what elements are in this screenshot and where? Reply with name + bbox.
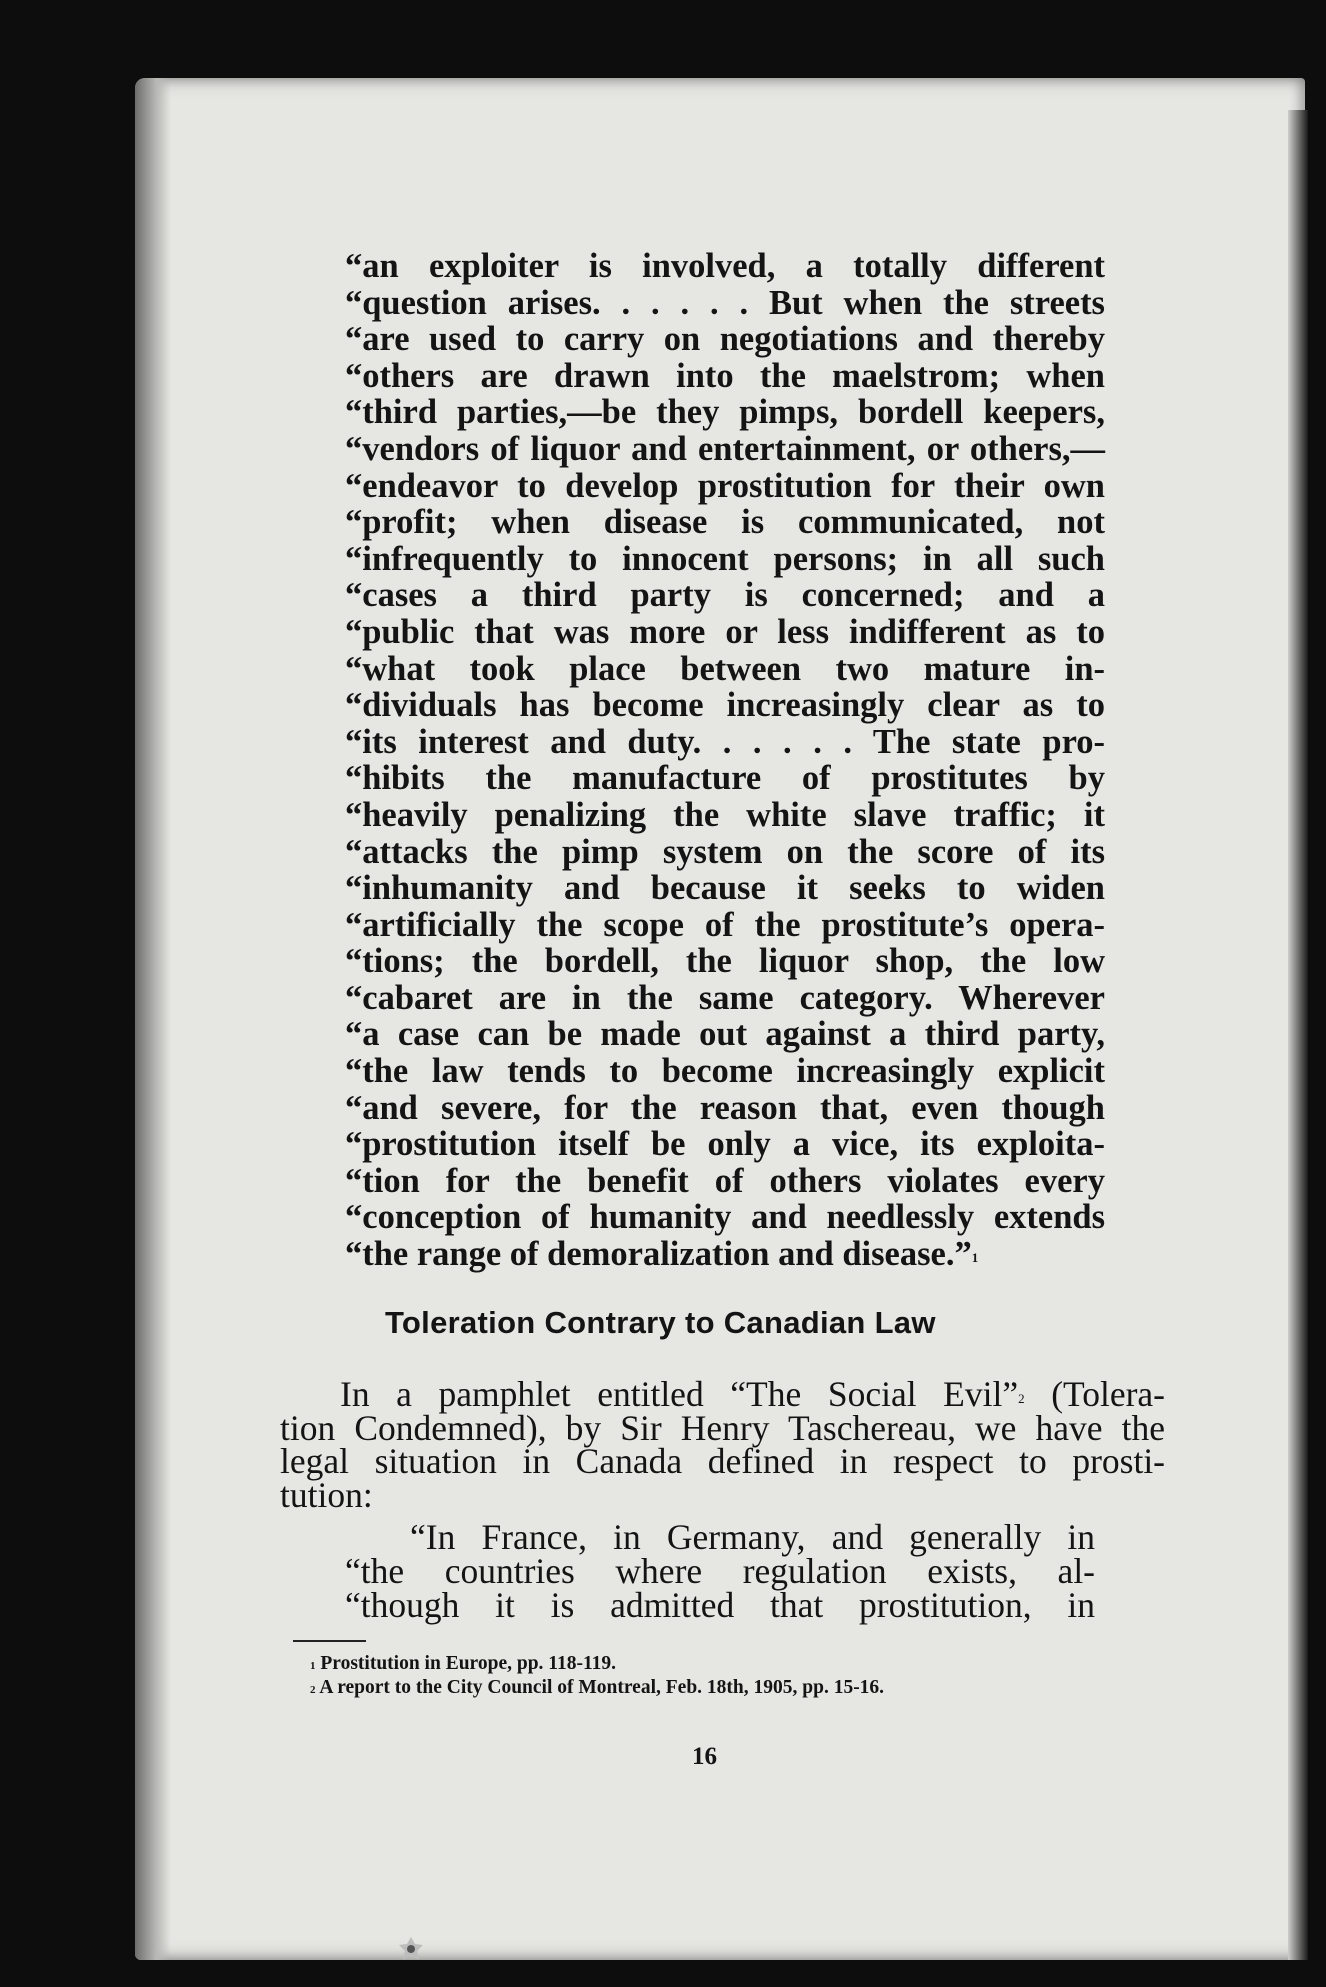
footnote-ref: 1 [971, 1250, 979, 1266]
quote-line: “third parties,—be they pimps, bordell keepers, [345, 393, 1105, 432]
paragraph-line: tution: [280, 1474, 373, 1515]
quote-line: “the countries where regulation exists, al- [345, 1551, 1095, 1591]
second-quote [345, 1517, 1095, 1625]
quote-line: “heavily penalizing the white slave traffic; it [345, 795, 1105, 834]
quote-line: “conception of humanity and needlessly extends [345, 1198, 1105, 1237]
footnote-ref: 2 [1018, 1391, 1025, 1406]
quote-line: “dividuals has become increasingly clear as to [345, 686, 1105, 725]
quote-line: “tions; the bordell, the liquor shop, the low [345, 942, 1105, 981]
block-quote [345, 248, 1105, 1273]
footnote: $^1$ Prostitution in Europe, pp. 118-119. [310, 1653, 617, 1674]
quote-line: “hibits the manufacture of prostitutes by [345, 759, 1105, 798]
body-paragraph [280, 1374, 1165, 1515]
quote-line: “inhumanity and because it seeks to widen [345, 869, 1105, 908]
quote-line: “are used to carry on negotiations and thereby [345, 320, 1105, 359]
quote-line: “question arises. . . . . . But when the streets [345, 283, 1105, 322]
quote-line: “the law tends to become increasingly explicit [345, 1052, 1105, 1091]
quote-line: “cabaret are in the same category. Wherever [345, 978, 1105, 1017]
footnote-divider [293, 1640, 366, 1642]
quote-line: “artificially the scope of the prostitute’s opera- [345, 905, 1105, 944]
quote-line: “others are drawn into the maelstrom; when [345, 356, 1105, 395]
quote-line: “what took place between two mature in- [345, 649, 1105, 688]
quote-line: “the range of demoralization and disease.”$^1$ [345, 1235, 979, 1274]
quote-line: “though it is admitted that prostitution, in [345, 1585, 1095, 1625]
quote-line: “cases a third party is concerned; and a [345, 576, 1105, 615]
footnote: $^2$ A report to the City Council of Montreal, Feb. 18th, 1905, pp. 15-16. [310, 1677, 885, 1698]
quote-line: “vendors of liquor and entertainment, or others,— [345, 429, 1105, 468]
quote-line: “tion for the benefit of others violates every [345, 1161, 1105, 1200]
quote-line: “prostitution itself be only a vice, its exploita- [345, 1125, 1105, 1164]
paragraph-line: In a pamphlet entitled “The Social Evil”$^2$ (Tolera- [340, 1374, 1165, 1414]
quote-line: “an exploiter is involved, a totally different [345, 247, 1105, 285]
paragraph-line: legal situation in Canada defined in respect to prosti- [280, 1441, 1165, 1481]
section-heading: Toleration Contrary to Canadian Law [385, 1305, 936, 1340]
page-edge-shadow [1288, 110, 1308, 1960]
quote-line: “In France, in Germany, and generally in [410, 1517, 1095, 1557]
quote-line: “infrequently to innocent persons; in all such [345, 539, 1105, 578]
quote-line: “endeavor to develop prostitution for their own [345, 466, 1105, 505]
quote-line: “and severe, for the reason that, even though [345, 1088, 1105, 1127]
quote-line: “attacks the pimp system on the score of its [345, 832, 1105, 871]
quote-line: “profit; when disease is communicated, not [345, 503, 1105, 542]
page-number: 16 [692, 1743, 717, 1770]
library-mark-icon [398, 1936, 424, 1962]
paragraph-line: tion Condemned), by Sir Henry Taschereau, we have the [280, 1407, 1165, 1448]
quote-line: “a case can be made out against a third party, [345, 1015, 1105, 1054]
quote-line: “its interest and duty. . . . . . The state pro- [345, 722, 1105, 761]
quote-line: “public that was more or less indifferent as to [345, 612, 1105, 651]
book-spine-shadow [135, 78, 171, 1960]
footnotes [310, 1652, 884, 1700]
